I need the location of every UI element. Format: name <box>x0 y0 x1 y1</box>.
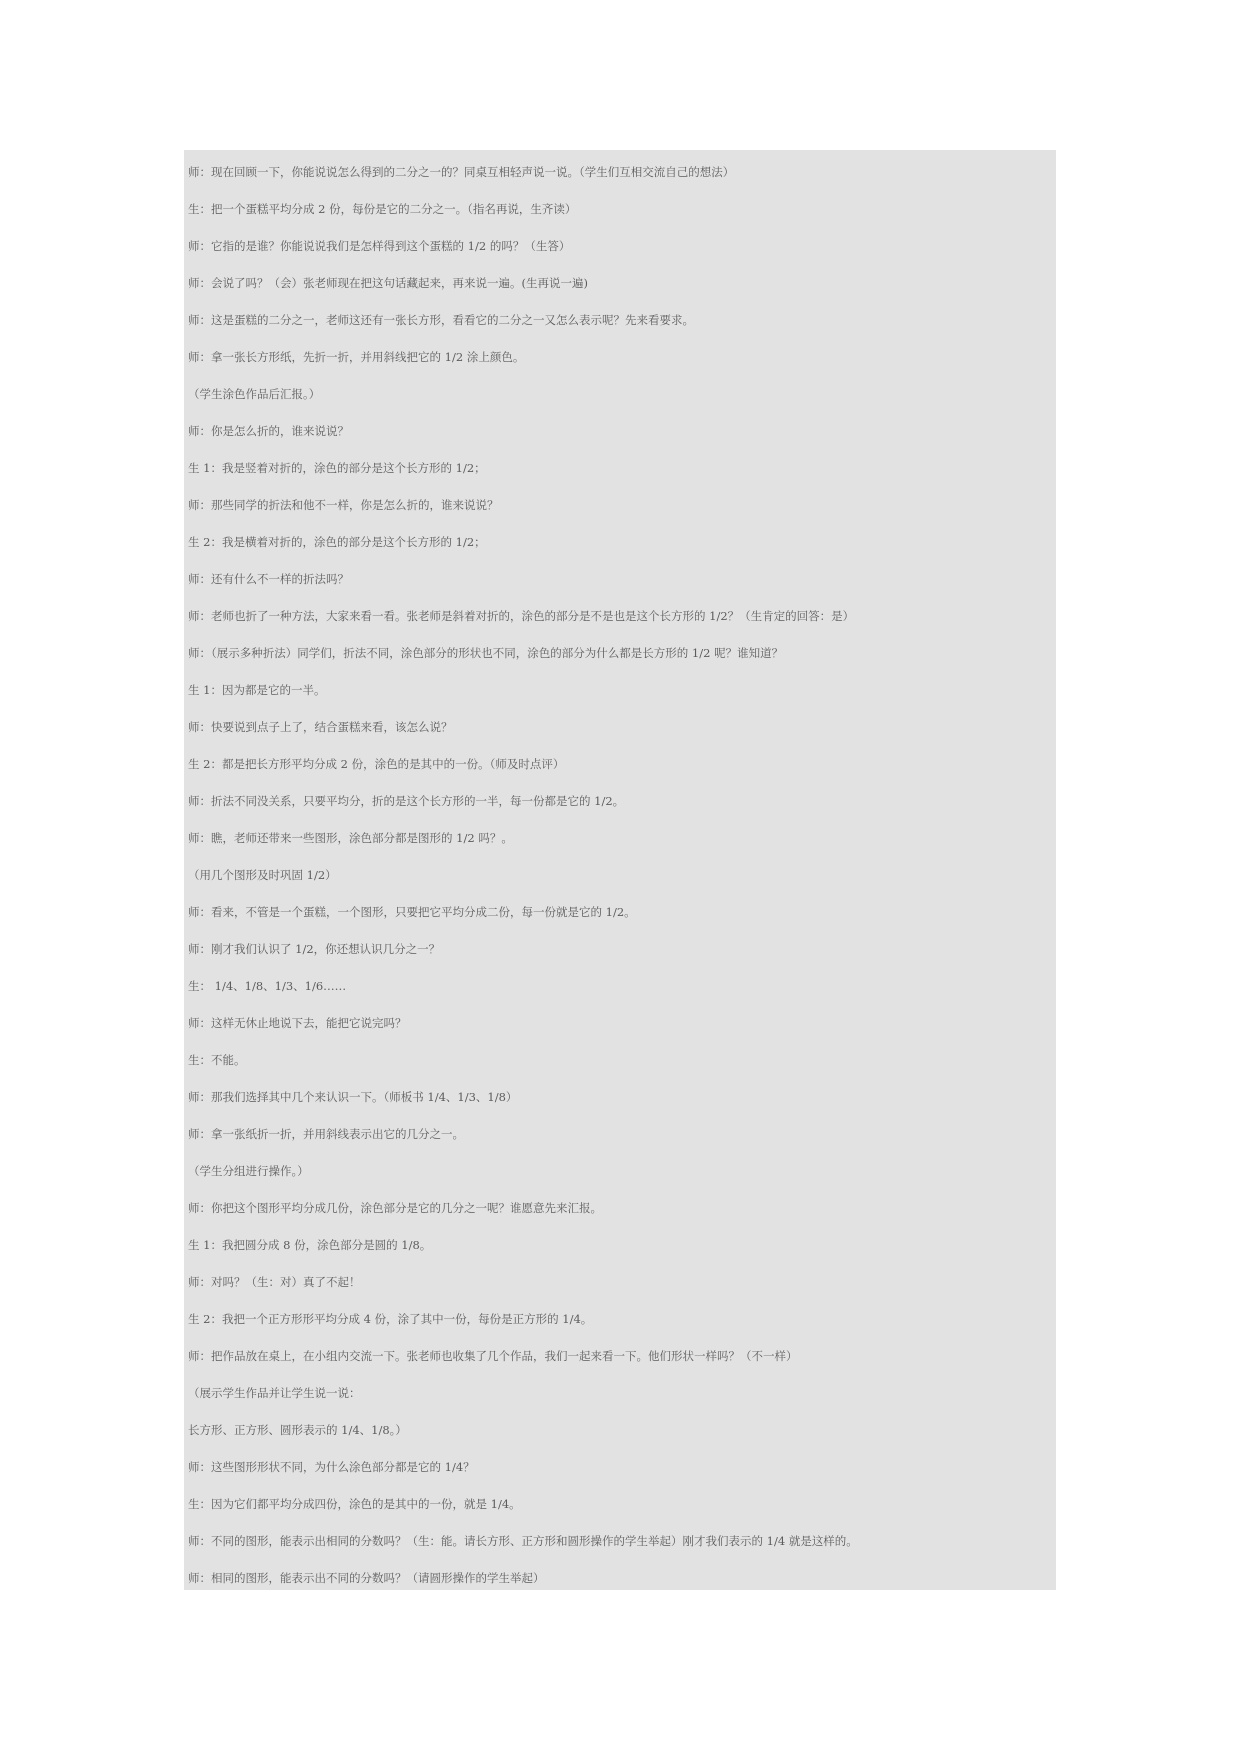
transcript-line: 师：瞧，老师还带来一些图形，涂色部分都是图形的 1/2 吗？。 <box>188 831 513 845</box>
transcript-line: 生 1：我是竖着对折的，涂色的部分是这个长方形的 1/2； <box>188 461 486 475</box>
transcript-line: 师：这样无休止地说下去，能把它说完吗？ <box>188 1016 407 1030</box>
transcript-line: 师：还有什么不一样的折法吗？ <box>188 572 349 586</box>
transcript-line: 师：现在回顾一下，你能说说怎么得到的二分之一的？同桌互相轻声说一说。（学生们互相交流自己的想法） <box>188 165 735 179</box>
lesson-transcript-block <box>184 150 1056 1590</box>
transcript-line: 师：看来，不管是一个蛋糕，一个图形，只要把它平均分成二份，每一份就是它的 1/2。 <box>188 905 636 919</box>
transcript-line: 师：会说了吗？（会）张老师现在把这句话藏起来，再来说一遍。(生再说一遍) <box>188 276 588 290</box>
transcript-line: （用几个图形及时巩固 1/2） <box>188 868 337 882</box>
transcript-line: 生：因为它们都平均分成四份，涂色的是其中的一份，就是 1/4。 <box>188 1497 521 1511</box>
transcript-line: 生 1：因为都是它的一半。 <box>188 683 326 697</box>
transcript-line: 生：不能。 <box>188 1053 246 1067</box>
transcript-line: 生 2：都是把长方形平均分成 2 份，涂色的是其中的一份。（师及时点评） <box>188 757 565 771</box>
transcript-line: 生 1：我把圆分成 8 份，涂色部分是圆的 1/8。 <box>188 1238 432 1252</box>
transcript-line: 师：相同的图形，能表示出不同的分数吗？（请圆形操作的学生举起） <box>188 1571 545 1585</box>
transcript-line: 师：那我们选择其中几个来认识一下。（师板书 1/4、1/3、1/8） <box>188 1090 518 1104</box>
transcript-line: 师：把作品放在桌上，在小组内交流一下。张老师也收集了几个作品，我们一起来看一下。他们形状一样吗？（不一样） <box>188 1349 798 1363</box>
transcript-line: 生 2：我是横着对折的，涂色的部分是这个长方形的 1/2； <box>188 535 486 549</box>
transcript-line: 师：拿一张长方形纸，先折一折，并用斜线把它的 1/2 涂上颜色。 <box>188 350 525 364</box>
transcript-line: 师：（展示多种折法）同学们，折法不同，涂色部分的形状也不同，涂色的部分为什么都是长方形的 1/2 呢？谁知道？ <box>188 646 784 660</box>
transcript-line: 师：老师也折了一种方法，大家来看一看。张老师是斜着对折的，涂色的部分是不是也是这个长方形的 1/2？（生肯定的回答：是） <box>188 609 855 623</box>
transcript-line: 生： 1/4、1/8、1/3、1/6…… <box>188 979 347 993</box>
transcript-line: 师：那些同学的折法和他不一样，你是怎么折的，谁来说说？ <box>188 498 499 512</box>
transcript-line: 师：不同的图形，能表示出相同的分数吗？（生：能。请长方形、正方形和圆形操作的学生举起）刚才我们表示的 1/4 就是这样的。 <box>188 1534 858 1548</box>
transcript-line: （展示学生作品并让学生说一说： <box>188 1386 361 1400</box>
transcript-line: 师：这是蛋糕的二分之一，老师这还有一张长方形，看看它的二分之一又怎么表示呢？先来看要求。 <box>188 313 694 327</box>
transcript-line: 师：你把这个图形平均分成几份，涂色部分是它的几分之一呢？谁愿意先来汇报。 <box>188 1201 602 1215</box>
transcript-line: 师：它指的是谁？你能说说我们是怎样得到这个蛋糕的 1/2 的吗？（生答） <box>188 239 571 253</box>
transcript-line: 师：刚才我们认识了 1/2，你还想认识几分之一？ <box>188 942 441 956</box>
transcript-line: 长方形、正方形、圆形表示的 1/4、1/8。） <box>188 1423 407 1437</box>
transcript-line: 师：你是怎么折的，谁来说说？ <box>188 424 349 438</box>
transcript-line: 师：拿一张纸折一折，并用斜线表示出它的几分之一。 <box>188 1127 464 1141</box>
transcript-line: 师：折法不同没关系，只要平均分，折的是这个长方形的一半，每一份都是它的 1/2。 <box>188 794 625 808</box>
transcript-line: 师：这些图形形状不同，为什么涂色部分都是它的 1/4？ <box>188 1460 475 1474</box>
transcript-line: 师：对吗？（生：对）真了不起！ <box>188 1275 361 1289</box>
transcript-line: 生 2：我把一个正方形形平均分成 4 份，涂了其中一份，每份是正方形的 1/4。 <box>188 1312 593 1326</box>
transcript-line: 生：把一个蛋糕平均分成 2 份，每份是它的二分之一。（指名再说，生齐读） <box>188 202 577 216</box>
transcript-line: （学生涂色作品后汇报。） <box>188 387 321 401</box>
transcript-line: （学生分组进行操作。） <box>188 1164 309 1178</box>
transcript-line: 师：快要说到点子上了，结合蛋糕来看，该怎么说？ <box>188 720 453 734</box>
